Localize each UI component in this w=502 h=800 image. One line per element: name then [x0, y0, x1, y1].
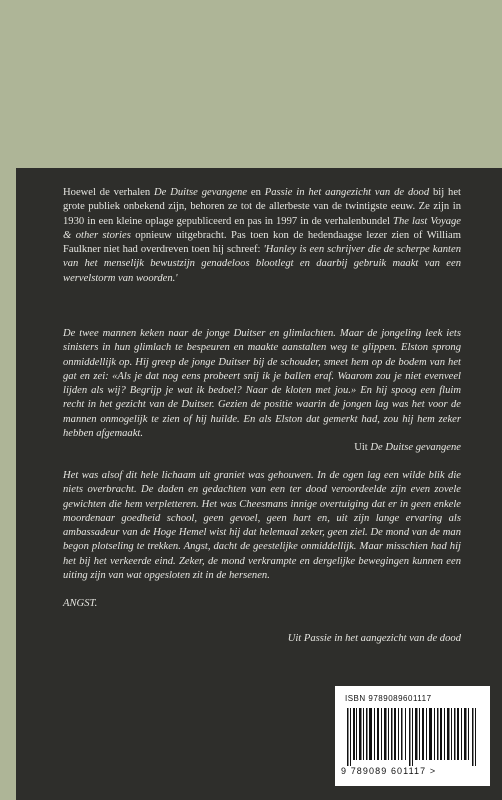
excerpt-1-source: [63, 441, 461, 455]
isbn-barcode: [335, 686, 490, 786]
barcode-bars: [345, 708, 480, 766]
excerpt-angst: ANGST.: [63, 598, 98, 609]
blurb-text-1: Hoewel de verhalen: [63, 187, 154, 198]
title-passion: Passie in het aangezicht van de dood: [264, 187, 430, 198]
blurb-paragraph: [63, 186, 461, 286]
title-last-voyage: The last Voyage & other stories: [63, 215, 461, 241]
excerpt-1-source-prefix: Uit: [354, 442, 371, 454]
isbn-label: ISBN 9789089601117: [345, 694, 432, 703]
blurb-text-3: bij het grote publiek onbekend zijn, behoren ze tot de allerbeste van de twintigste eeuw. Ze zijn in 1930 in een kleine oplage gepubliceerd en pas in 1997 in de verhalenbundel: [63, 187, 461, 227]
blurb-text-4: opnieuw uitgebracht. Pas toen kon de hedendaagse lezer zien of William Faulkner niet had overdreven toen hij schreef:: [63, 229, 461, 256]
left-color-strip: [0, 168, 16, 800]
title-german-prisoner: De Duitse gevangene: [154, 187, 248, 198]
barcode-digits: 9 789089 601117 >: [341, 766, 437, 776]
excerpt-1-source-title: De Duitse gevangene: [370, 442, 461, 454]
excerpt-1-text: De twee mannen keken naar de jonge Duitser en glimlachten. Maar de jongeling leek iets sinisters in hun glimlach te bespeuren en maakte aanstalten weg te glippen. Elston sprong onmiddellijk op. Hij greep de jonge Duitser bij de schouder, smeet hem op de bodem van het gat en zei: «Als je dat nog eens probeert snij ik je ballen eraf. Waarom zou je niet evenveel lijden als wij? Begrijp je wat ik bedoel? Naar de kloten met jou.» En hij spoog een fluim recht in het gezicht van de Duitser. Gezien de positie waarin de jongen lag was het voor de mannen onmogelijk te zien of hij huilde. En als Elston dat gemerkt had, zou hij hem zeker hebben afgemaakt.: [63, 328, 461, 440]
excerpt-2-source: Uit Passie in het aangezicht van de dood: [287, 633, 461, 644]
faulkner-quote: 'Hanley is een schrijver die de scherpe kanten van het menselijk bewustzijn genadeloos blootlegt en daarbij gebruik maakt van een wervelstorm van woorden.': [63, 244, 461, 284]
top-color-band: [0, 0, 502, 168]
excerpt-german-prisoner: [63, 327, 461, 456]
excerpt-passion: Het was alsof dit hele lichaam uit graniet was gehouwen. In de ogen lag een wilde blik die niets overbracht. De daden en gedachten van een ter dood veroordeelde zijn even zovele gewichten die hem verpletteren. Het was Cheesmans innige overtuiging dat er in geen enkele moordenaar goedheid school, geen gevoel, geen hart en, uit zijn lange ervaring als ambassadeur van de Hoge Hemel wist hij dat helemaal zeker, geen ziel. De mond van de man begon plotseling te trekken. Angst, dacht de geestelijke onmiddellijk. Maar misschien had hij het bij het verkeerde eind. Zeker, de mond verkrampte en dergelijke bewegingen kunnen een uiting zijn van wat opgesloten zit in de hersenen.: [63, 470, 461, 582]
blurb-text-2: en: [247, 187, 265, 198]
